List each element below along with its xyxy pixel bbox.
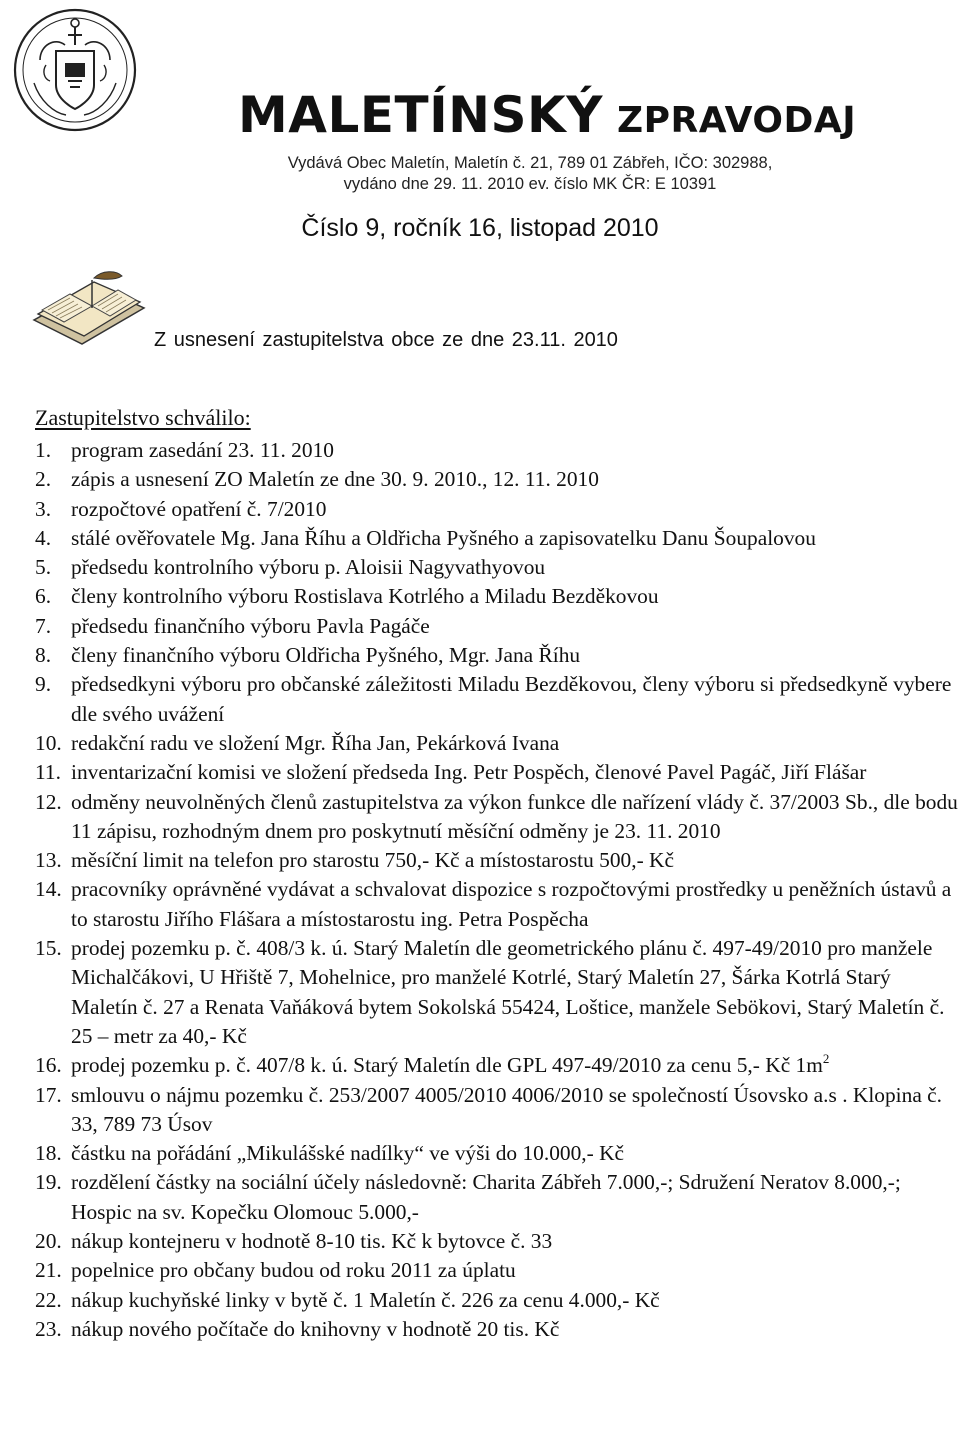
masthead-title — [238, 86, 958, 144]
list-item-number: 17. — [35, 1082, 62, 1107]
list-item-text: stálé ověřovatele Mg. Jana Říhu a Oldřicha Pyšného a zapisovatelku Danu Šoupalovou — [71, 525, 816, 550]
section-heading: Zastupitelstvo schválilo: — [35, 405, 251, 430]
list-item-text: členy finančního výboru Oldřicha Pyšného, Mgr. Jana Říhu — [71, 643, 581, 668]
list-item-number: 7. — [35, 613, 52, 638]
list-item-text: částku na pořádání „Mikulášské nadílky“ ve výši do 10.000,- Kč — [71, 1141, 625, 1166]
list-item — [35, 758, 960, 787]
list-item-number: 13. — [35, 848, 62, 873]
list-item — [35, 436, 960, 465]
list-item — [35, 788, 960, 847]
list-item-number: 4. — [35, 525, 52, 550]
list-item-number: 23. — [35, 1316, 62, 1341]
list-item-text: rozpočtové opatření č. 7/2010 — [71, 496, 327, 521]
list-item-number: 2. — [35, 467, 52, 492]
list-item — [35, 641, 960, 670]
list-item — [35, 465, 960, 494]
list-item-number: 5. — [35, 555, 52, 580]
list-item-text: nákup kuchyňské linky v bytě č. 1 Maletín č. 226 za cenu 4.000,- Kč — [71, 1287, 660, 1312]
list-item-number: 12. — [35, 789, 62, 814]
list-item — [35, 1051, 960, 1080]
list-item-text: měsíční limit na telefon pro starostu 750,- Kč a místostarostu 500,- Kč — [71, 848, 674, 873]
list-item-text: předsedu kontrolního výboru p. Aloisii Nagyvathyovou — [71, 555, 546, 580]
list-item — [35, 934, 960, 1051]
list-item-number: 10. — [35, 730, 62, 755]
list-item-text: pracovníky oprávněné vydávat a schvalovat dispozice s rozpočtovými prostředky u peněžních ústavů a to starostu Jiřího Flášara a místostarostu ing. Petra Pospěcha — [71, 877, 952, 931]
list-item-text: odměny neuvolněných členů zastupitelstva za výkon funkce dle nařízení vlády č. 37/2003 Sb., dle bodu 11 zápisu, rozhodným dnem pro poskytnutí měsíční odměny je 23. 11. 2010 — [71, 789, 958, 843]
list-item-number: 11. — [35, 760, 61, 785]
list-item — [35, 1315, 960, 1344]
list-item-text: prodej pozemku p. č. 408/3 k. ú. Starý Maletín dle geometrického plánu č. 497-49/2010 pro manžele Michalčákovi, U Hřiště 7, Mohelnice, pro manželé Kotrlé, Starý Maletín 27, Šárka Kotrlá Starý Maletín č. 27 a Renata Vaňáková bytem Sokolská 55424, Loštice, manžele Sebökovi, Starý Maletín č. 25 – metr za 40,- Kč — [71, 936, 945, 1048]
list-item-text: rozdělení částky na sociální účely následovně: Charita Zábřeh 7.000,-; Sdružení Neratov 8.000,-; Hospic na sv. Kopečku Olomouc 5.000,- — [71, 1170, 901, 1224]
list-item — [35, 524, 960, 553]
list-item-number: 19. — [35, 1170, 62, 1195]
masthead-title-sub: ZPRAVODAJ — [617, 100, 857, 141]
list-item-number: 6. — [35, 584, 52, 609]
list-item-text: členy kontrolního výboru Rostislava Kotrlého a Miladu Bezděkovou — [71, 584, 659, 609]
list-item — [35, 1139, 960, 1168]
list-item-text: program zasedání 23. 11. 2010 — [71, 438, 334, 462]
list-item-number: 8. — [35, 643, 52, 668]
list-item-number: 14. — [35, 877, 62, 902]
list-item-number: 18. — [35, 1141, 62, 1166]
list-item — [35, 1168, 960, 1227]
list-item-number: 20. — [35, 1229, 62, 1254]
list-item — [35, 1286, 960, 1315]
masthead-title-main: MALETÍNSKÝ — [238, 86, 603, 144]
publisher-line-2: vydáno dne 29. 11. 2010 ev. číslo MK ČR: E 10391 — [343, 175, 717, 193]
list-item — [35, 1081, 960, 1140]
list-item-text: inventarizační komisi ve složení předseda Ing. Petr Pospěch, členové Pavel Pagáč, Jiří Flášar — [71, 760, 867, 785]
list-item-text: smlouvu o nájmu pozemku č. 253/2007 4005/2010 4006/2010 se společností Úsovsko a.s . Klopina č. 33, 789 73 Úsov — [71, 1082, 942, 1136]
list-item-text: zápis a usnesení ZO Maletín ze dne 30. 9. 2010., 12. 11. 2010 — [71, 467, 599, 492]
list-item-number: 21. — [35, 1258, 62, 1283]
open-book-icon — [30, 268, 148, 350]
list-item — [35, 729, 960, 758]
article-subtitle: Z usnesení zastupitelstva obce ze dne 23.11. 2010 — [154, 329, 618, 351]
list-item — [35, 1256, 960, 1285]
list-item — [35, 495, 960, 524]
list-item — [35, 553, 960, 582]
list-item-number: 1. — [35, 438, 52, 462]
list-item-text: nákup kontejneru v hodnotě 8-10 tis. Kč k bytovce č. 33 — [71, 1229, 553, 1254]
list-item-number: 9. — [35, 672, 52, 697]
list-item-superscript: 2 — [822, 1051, 830, 1067]
list-item-number: 15. — [35, 936, 62, 961]
list-item-number: 3. — [35, 496, 52, 521]
municipal-seal-icon — [10, 5, 140, 135]
list-item-text: redakční radu ve složení Mgr. Říha Jan, Pekárková Ivana — [71, 730, 560, 755]
list-item-text: nákup nového počítače do knihovny v hodnotě 20 tis. Kč — [71, 1316, 560, 1341]
list-item-text: předsedu finančního výboru Pavla Pagáče — [71, 613, 430, 638]
list-item-number: 16. — [35, 1053, 62, 1078]
list-item-text: popelnice pro občany budou od roku 2011 za úplatu — [71, 1258, 516, 1283]
resolution-list — [35, 436, 960, 1344]
list-item-text: prodej pozemku p. č. 407/8 k. ú. Starý Maletín dle GPL 497-49/2010 za cenu 5,- Kč 1m — [71, 1053, 823, 1078]
list-item-text: předsedkyni výboru pro občanské záležitosti Miladu Bezděkovou, členy výboru si předsedkyně vybere dle svého uvážení — [71, 672, 952, 726]
list-item — [35, 612, 960, 641]
list-item-number: 22. — [35, 1287, 62, 1312]
issue-number: Číslo 9, ročník 16, listopad 2010 — [301, 214, 659, 242]
list-item — [35, 875, 960, 934]
publisher-line-1: Vydává Obec Maletín, Maletín č. 21, 789 01 Zábřeh, IČO: 302988, — [287, 154, 773, 172]
list-item — [35, 1227, 960, 1256]
list-item — [35, 670, 960, 729]
list-item — [35, 582, 960, 611]
list-item — [35, 846, 960, 875]
